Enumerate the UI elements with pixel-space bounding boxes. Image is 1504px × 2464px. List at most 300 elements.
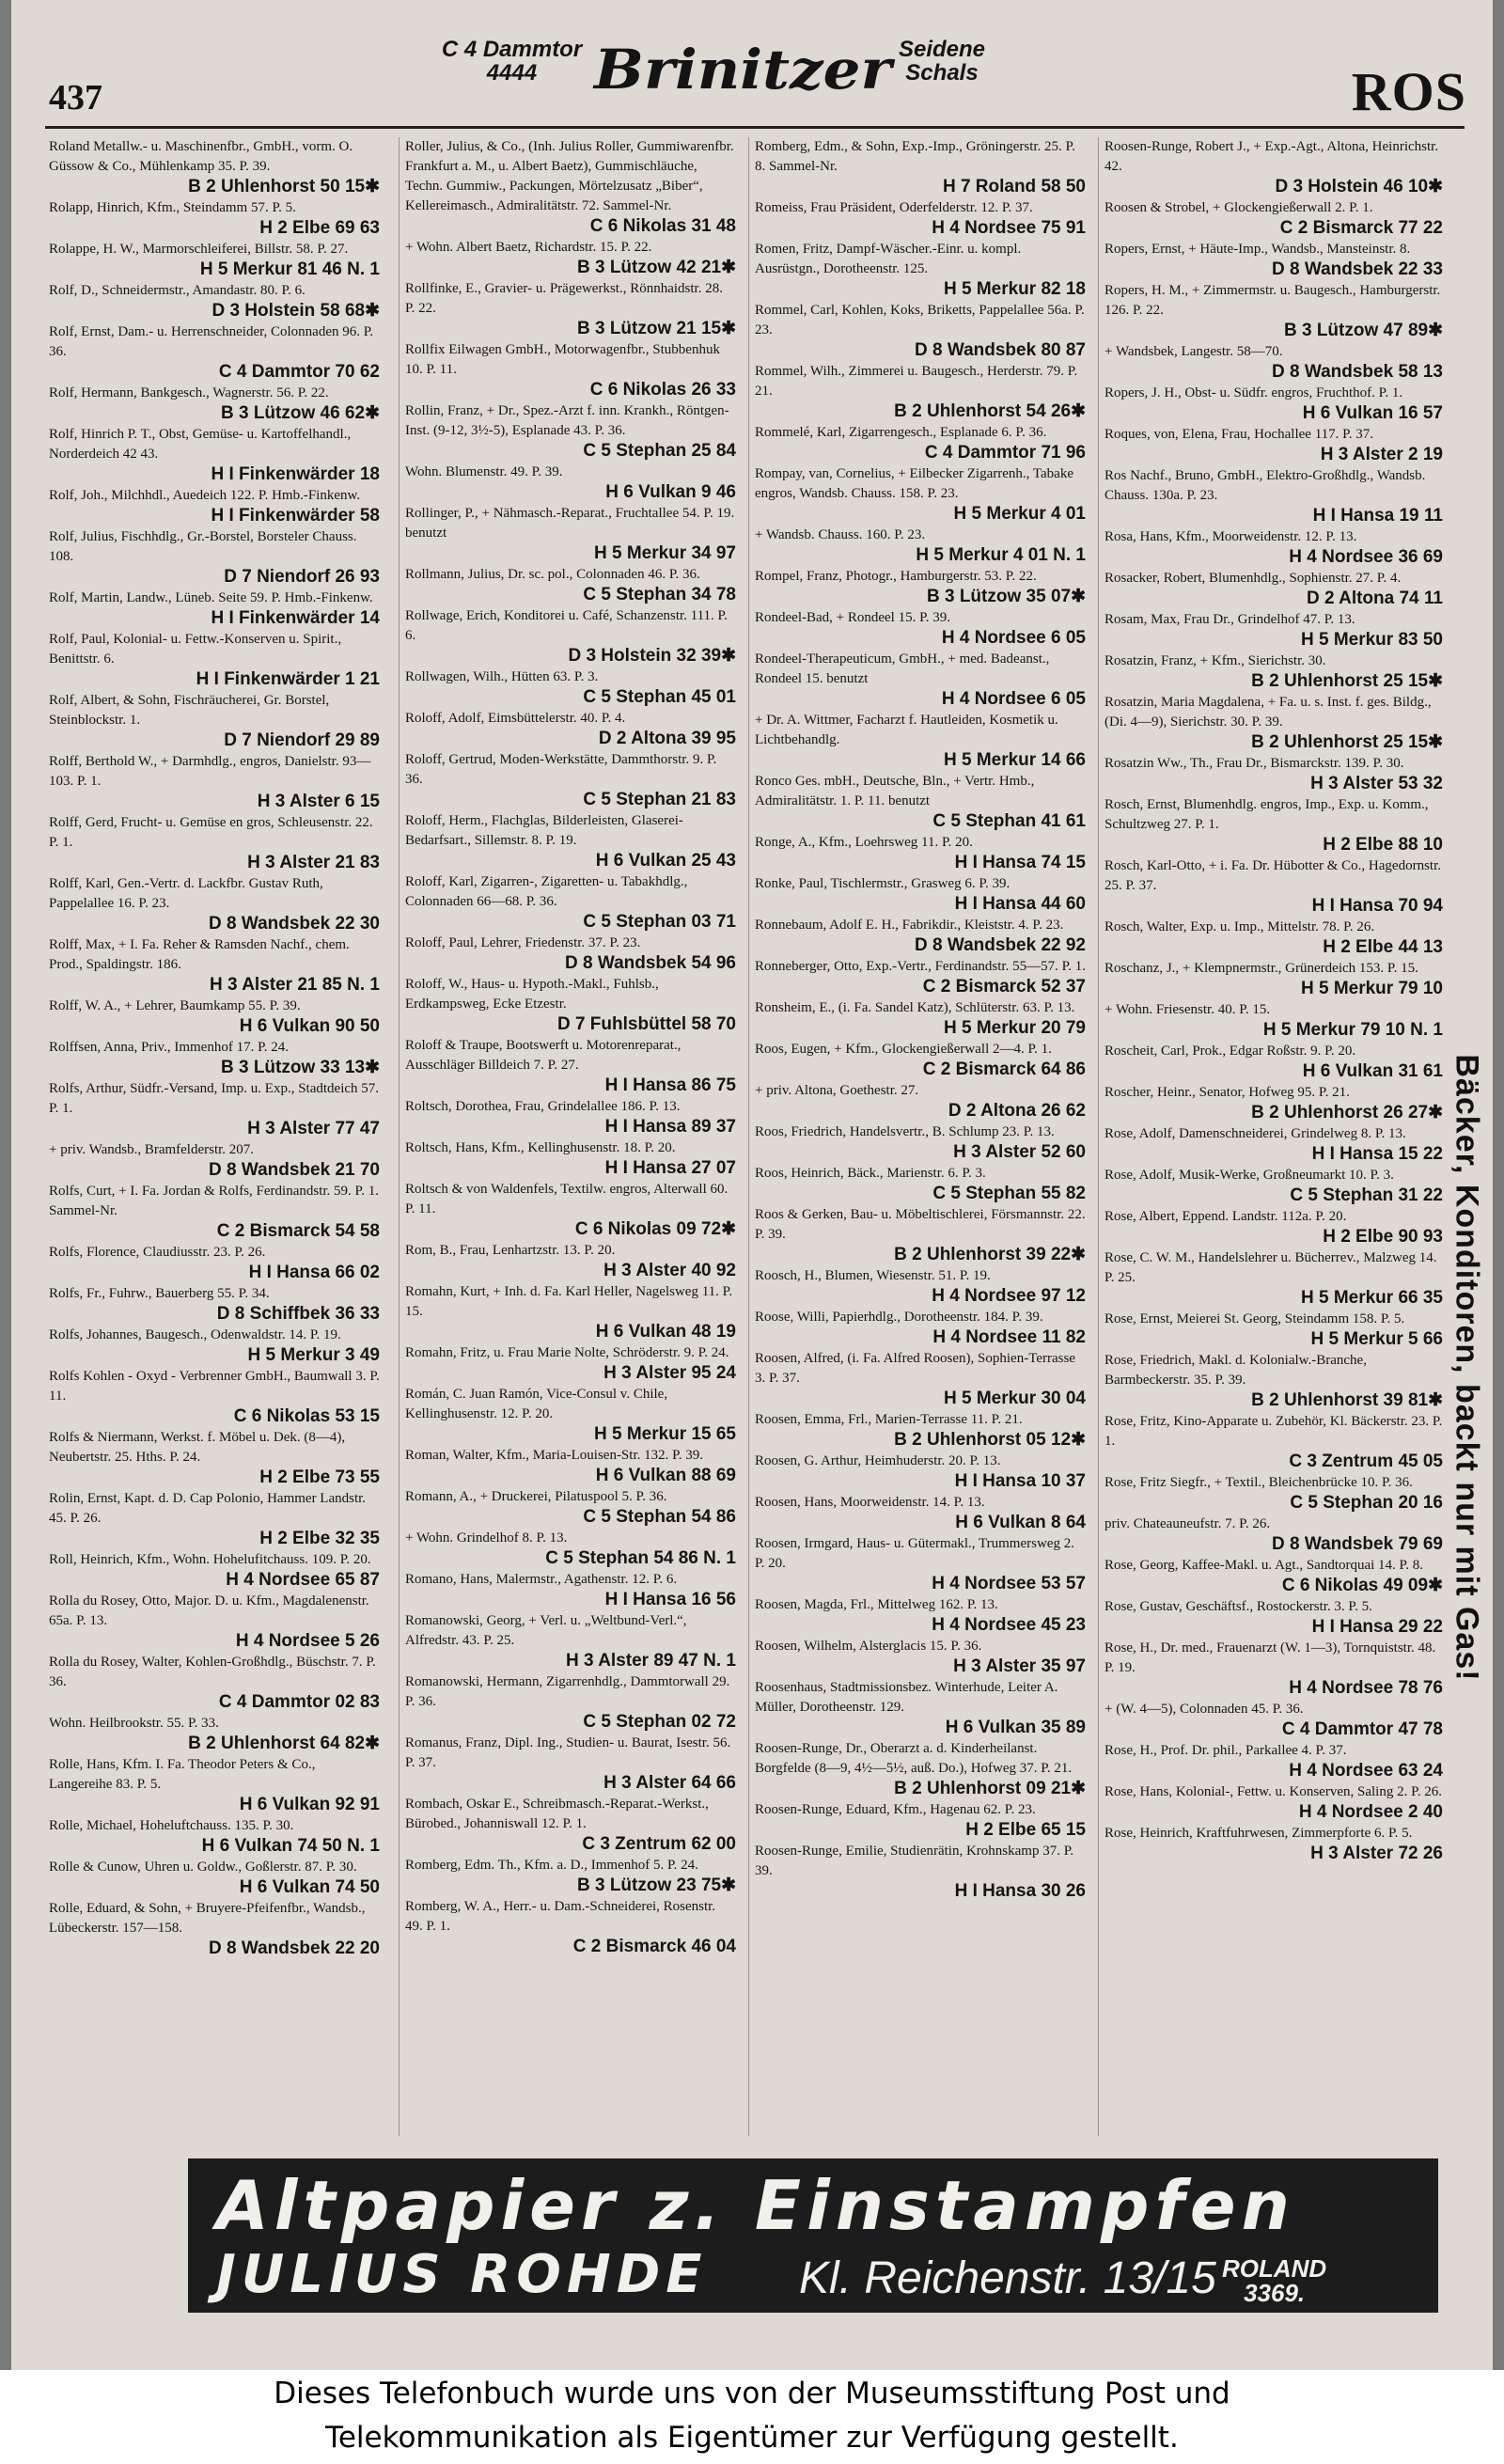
entry-text: Roltsch, Dorothea, Frau, Grindelallee 186. P. 13. [405,1099,681,1114]
directory-entry [405,606,736,667]
directory-entry [1104,1124,1443,1165]
entry-text: Roschanz, J., + Klempnermstr., Grünerdeich 153. P. 15. [1104,961,1418,976]
entry-text: Roosen-Runge, Robert J., + Exp.-Agt., Altona, Heinrichstr. 42. [1104,139,1439,174]
directory-entry [755,1842,1086,1902]
directory-entry [1104,1741,1443,1781]
entry-phone: C 5 Stephan 54 86 [583,1507,736,1527]
entry-phone: H 4 Nordsee 5 26 [235,1631,380,1651]
entry-phone: C 3 Zentrum 62 00 [582,1834,736,1854]
directory-entry [755,1678,1086,1738]
directory-entry [755,1595,1086,1636]
directory-entry [49,1899,380,1959]
directory-entry [405,565,736,605]
entry-phone: C 5 Stephan 55 82 [932,1184,1086,1203]
entry-text: Rosatzin, Maria Magdalena, + Fa. u. s. Inst. f. ges. Bildg., (Di. 4—9), Sierichstr. 30. P. 39. [1104,695,1432,730]
entry-phone: H I Hansa 66 02 [248,1263,380,1282]
entry-text: Roll, Heinrich, Kfm., Wohn. Hohelufitchauss. 109. P. 20. [49,1552,371,1567]
entry-phone: H 5 Merkur 15 65 [593,1424,736,1444]
entry-text: Rose, Friedrich, Makl. d. Kolonialw.-Branche, Barmbeckerstr. 35. P. 39. [1104,1353,1367,1388]
entry-phone: D 8 Wandsbek 21 70 [209,1160,380,1180]
entry-phone: D 8 Wandsbek 22 20 [209,1938,380,1958]
entry-phone: H 4 Nordsee 6 05 [941,689,1086,709]
entry-text: Romanowski, Hermann, Zigarrenhdlg., Dammtorwall 29. P. 36. [405,1674,730,1709]
entry-text: + Wohn. Friesenstr. 40. P. 15. [1104,1002,1271,1017]
directory-entry [755,464,1086,525]
entry-phone: C 5 Stephan 02 72 [583,1712,736,1732]
entry-text: Ronge, A., Kfm., Loehrsweg 11. P. 20. [755,835,973,850]
directory-entry [49,1714,380,1754]
directory-entry [755,1637,1086,1677]
entry-text: + (W. 4—5), Colonnaden 45. P. 36. [1104,1702,1304,1717]
directory-entry [1104,342,1443,383]
directory-entry [405,1529,736,1569]
entry-phone: H 3 Alster 40 92 [603,1261,736,1280]
directory-entry [405,137,736,237]
entry-text: Romeiss, Frau Präsident, Oderfelderstr. 12. P. 37. [755,200,1033,215]
entry-phone: B 3 Lützow 23 75✱ [576,1875,736,1895]
directory-entry [755,1452,1086,1492]
entry-text: Romanowski, Georg, + Verl. u. „Weltbund-Verl.“, Alfredstr. 43. P. 25. [405,1613,687,1648]
entry-phone: C 4 Dammtor 70 62 [218,362,380,382]
entry-phone: D 8 Wandsbek 58 13 [1272,362,1443,382]
entry-text: + Wohn. Grindelhof 8. P. 13. [405,1530,568,1546]
entry-phone: H I Hansa 74 15 [954,853,1086,872]
entry-text: Roloff, Karl, Zigarren-, Zigaretten- u. Tabakhdlg., Colonnaden 66—68. P. 36. [405,874,688,909]
entry-phone: D 7 Niendorf 29 89 [224,730,380,750]
entry-phone: H 5 Merkur 5 66 [1310,1329,1443,1349]
entry-text: Rosatzin Ww., Th., Frau Dr., Bismarckstr. 139. P. 30. [1104,756,1404,771]
directory-entry [405,1036,736,1096]
directory-entry [755,1410,1086,1451]
directory-entry [1104,610,1443,651]
directory-entry [1104,1597,1443,1638]
entry-phone: C 5 Stephan 31 22 [1290,1185,1443,1205]
entry-text: Rose, Georg, Kaffee-Makl. u. Agt., Sandtorquai 14. P. 8. [1104,1558,1423,1573]
entry-phone: D 3 Holstein 32 39✱ [568,646,736,666]
directory-entry [405,1241,736,1281]
directory-entry [755,240,1086,300]
directory-entry [755,1308,1086,1348]
entry-text: Roscher, Heinr., Senator, Hofweg 95. P. 21. [1104,1085,1350,1100]
entry-text: Rosam, Max, Frau Dr., Grindelhof 47. P. 13. [1104,612,1355,627]
entry-phone: C 6 Nikolas 09 72✱ [574,1219,736,1239]
entry-phone: H I Hansa 19 11 [1312,506,1443,526]
entry-text: Rollfix Eilwagen GmbH., Motorwagenfbr., Stubbenhuk 10. P. 11. [405,342,720,377]
entry-phone: H 2 Elbe 73 55 [259,1467,380,1487]
directory-entry [49,1243,380,1283]
entry-phone: H 5 Merkur 81 46 N. 1 [199,259,380,279]
entry-phone: H I Hansa 89 37 [604,1117,736,1137]
entry-text: Rolle, Michael, Hoheluftchauss. 135. P. 30. [49,1818,294,1833]
directory-entry [405,1343,736,1384]
directory-entry [49,1038,380,1078]
directory-entry [49,1489,380,1549]
directory-entry [755,874,1086,915]
entry-text: Rommelé, Karl, Zigarrengesch., Esplanade 6. P. 36. [755,425,1047,440]
entry-text: Ronco Ges. mbH., Deutsche, Bln., + Vertr. Hmb., Admiralitätstr. 1. P. 11. benutzt [755,774,1035,808]
entry-text: Rosa, Hans, Kfm., Moorweidenstr. 12. P. 13. [1104,529,1357,544]
directory-entry [1104,1207,1443,1248]
entry-text: Rolf, Albert, & Sohn, Fischräucherei, Gr. Borstel, Steinblockstr. 1. [49,693,330,728]
directory-entry [405,279,736,339]
directory-entry [1104,1824,1443,1864]
entry-phone: H I Hansa 27 07 [604,1158,736,1178]
directory-entry [755,1739,1086,1799]
entry-text: Rolf, Martin, Landw., Lüneb. Seite 59. P. Hmb.-Finkenw. [49,590,373,605]
entry-text: Ropers, Ernst, + Häute-Imp., Wandsb., Mansteinstr. 8. [1104,242,1411,257]
entry-text: Roscheit, Carl, Prok., Edgar Roßstr. 9. P. 20. [1104,1044,1356,1059]
directory-entry [1104,466,1443,526]
footer-line-2: Telekommunikation als Eigentümer zur Verfügung gestellt. [325,2421,1179,2455]
column-2 [399,137,736,2136]
directory-entry [49,1367,380,1427]
entry-phone: H 3 Alster 53 32 [1310,774,1443,793]
footer-line-1: Dieses Telefonbuch wurde uns von der Museumsstiftung Post und [274,2377,1230,2410]
entry-phone: H 7 Roland 58 50 [942,177,1086,196]
directory-entry [755,711,1086,771]
directory-entry [755,1800,1086,1841]
entry-text: Rolla du Rosey, Otto, Major. D. u. Kfm., Magdalenenstr. 65a. P. 13. [49,1593,369,1628]
entry-text: Romberg, W. A., Herr.- u. Dam.-Schneiderei, Rosenstr. 49. P. 1. [405,1899,716,1934]
column-3 [748,137,1086,2136]
entry-phone: H 6 Vulkan 16 57 [1302,403,1443,423]
entry-phone: H 4 Nordsee 65 87 [226,1570,380,1590]
entry-phone: H 4 Nordsee 97 12 [932,1286,1086,1306]
entry-text: Roosen-Runge, Eduard, Kfm., Hagenau 62. P. 23. [755,1802,1036,1817]
directory-entry [49,1592,380,1652]
entry-phone: H I Hansa 44 60 [954,894,1086,914]
directory-entry [755,1205,1086,1265]
directory-entry [49,137,380,197]
entry-text: Wohn. Heilbrookstr. 55. P. 33. [49,1716,219,1731]
entry-text: Rosch, Karl-Otto, + i. Fa. Dr. Hübotter & Co., Hagedornstr. 25. P. 37. [1104,858,1442,893]
entry-phone: C 4 Dammtor 71 96 [924,443,1086,463]
entry-phone: D 2 Altona 74 11 [1306,589,1443,608]
entry-text: Rolf, D., Schneidermstr., Amandastr. 80. P. 6. [49,283,306,298]
entry-text: Rose, Adolf, Musik-Werke, Großneumarkt 10. P. 3. [1104,1168,1394,1183]
directory-entry [405,463,736,503]
directory-entry [49,813,380,873]
entry-text: + Wandsb. Chauss. 160. P. 23. [755,527,926,542]
entry-text: Roloff, W., Haus- u. Hypoth.-Makl., Fuhlsb., Erdkampsweg, Ecke Etzestr. [405,977,659,1012]
entry-text: Rommel, Wilh., Zimmerei u. Baugesch., Herderstr. 79. P. 21. [755,364,1078,399]
directory-entry [49,1079,380,1139]
directory-entry [1104,693,1443,753]
entry-text: Rose, Heinrich, Kraftfuhrwesen, Zimmerpforte 6. P. 5. [1104,1826,1413,1841]
column-1 [49,137,380,2136]
directory-entry [755,362,1086,422]
entry-phone: C 5 Stephan 03 71 [583,912,736,932]
banner-address: Kl. Reichenstr. 13/15 [799,2253,1216,2303]
entry-phone: H 5 Merkur 83 50 [1300,630,1443,650]
entry-phone: H 6 Vulkan 9 46 [605,482,736,502]
entry-text: Rommel, Carl, Kohlen, Koks, Briketts, Pappelallee 56a. P. 23. [755,303,1085,337]
entry-phone: H 3 Alster 72 26 [1310,1844,1443,1863]
entry-text: Rose, Ernst, Meierei St. Georg, Steindamm 158. P. 5. [1104,1311,1405,1326]
directory-entry [405,1097,736,1138]
entry-phone: H 3 Alster 95 24 [603,1363,736,1383]
entry-phone: H 4 Nordsee 6 05 [941,628,1086,648]
entry-phone: C 6 Nikolas 31 48 [589,216,736,236]
entry-text: Rolf, Joh., Milchhdl., Auedeich 122. P. Hmb.-Finkenw. [49,488,361,503]
entry-phone: H 3 Alster 64 66 [603,1773,736,1793]
directory-entry [755,423,1086,463]
entry-text: Roos & Gerken, Bau- u. Möbeltischlerei, Försmannstr. 22. P. 39. [755,1207,1086,1242]
entry-text: Romberg, Edm., & Sohn, Exp.-Imp., Gröningerstr. 25. P. 8. Sammel-Nr. [755,139,1075,174]
entry-phone: H 5 Merkur 66 35 [1300,1288,1443,1308]
directory-entry [405,401,736,462]
entry-text: Roosen, Irmgard, Haus- u. Gütermakl., Trummersweg 2. P. 20. [755,1536,1074,1571]
entry-phone: H I Hansa 29 22 [1311,1617,1443,1637]
entry-text: Roltsch, Hans, Kfm., Kellinghusenstr. 18. P. 20. [405,1140,676,1155]
entry-text: Rolffsen, Anna, Priv., Immenhof 17. P. 24. [49,1040,289,1055]
entry-text: Rose, Gustav, Geschäftsf., Rostockerstr. 3. P. 5. [1104,1599,1372,1614]
directory-entry [1104,1700,1443,1740]
entry-text: Roosen-Runge, Dr., Oberarzt a. d. Kinderheilanst. Borgfelde (8—9, 4½—5½, auß. Do.), Hofweg 37. P. 21. [755,1741,1073,1776]
entry-text: Roosen, Hans, Moorweidenstr. 14. P. 13. [755,1495,985,1510]
entry-text: Roosch, H., Blumen, Wiesenstr. 51. P. 19. [755,1268,991,1283]
entry-text: Rosatzin, Franz, + Kfm., Sierichstr. 30. [1104,653,1326,668]
banner-company: JULIUS ROHDE [216,2244,708,2305]
directory-entry [405,1180,736,1240]
directory-entry [405,1385,736,1445]
entry-phone: B 2 Uhlenhorst 64 82✱ [188,1734,380,1753]
entry-phone: D 7 Fuhlsbüttel 58 70 [556,1014,736,1034]
directory-entry [49,527,380,588]
entry-phone: H I Hansa 86 75 [604,1075,736,1095]
directory-entry [405,1611,736,1671]
directory-entry [405,1734,736,1794]
entry-phone: H 2 Elbe 65 15 [965,1820,1086,1840]
entry-phone: H I Finkenwärder 1 21 [196,669,380,689]
section-header: ROS [1351,61,1466,122]
entry-text: Rose, H., Dr. med., Frauenarzt (W. 1—3), Tornquiststr. 48. P. 19. [1104,1640,1436,1675]
entry-phone: H 6 Vulkan 74 50 [239,1877,380,1897]
directory-entry [49,240,380,280]
directory-entry [1104,1310,1443,1350]
directory-entry [755,567,1086,607]
directory-entry [1104,1166,1443,1206]
entry-phone: C 3 Zentrum 45 05 [1289,1452,1443,1471]
entry-phone: C 2 Bismarck 46 04 [572,1937,736,1956]
entry-text: Romahn, Kurt, + Inh. d. Fa. Karl Heller, Nagelsweg 11. P. 15. [405,1284,733,1319]
entry-phone: B 2 Uhlenhorst 39 22✱ [894,1245,1086,1264]
entry-text: Rolfs, Curt, + I. Fa. Jordan & Rolfs, Ferdinandstr. 59. P. 1. Sammel-Nr. [49,1184,379,1218]
entry-text: Ropers, H. M., + Zimmermstr. u. Baugesch., Hamburgerstr. 126. P. 22. [1104,283,1441,318]
directory-entry [49,589,380,629]
entry-text: Ros Nachf., Bruno, GmbH., Elektro-Großhdlg., Wandsb. Chauss. 130a. P. 23. [1104,468,1426,503]
entry-phone: H 5 Merkur 82 18 [943,279,1086,299]
entry-text: Rolff, Karl, Gen.-Vertr. d. Lackfbr. Gustav Ruth, Pappelallee 16. P. 23. [49,876,323,911]
entry-text: Romahn, Fritz, u. Frau Marie Nolte, Schröderstr. 9. P. 24. [405,1345,729,1360]
entry-text: Ronsheim, E., (i. Fa. Sandel Katz), Schlüterstr. 63. P. 13. [755,1000,1075,1015]
directory-entry [49,1284,380,1325]
entry-phone: D 8 Schiffbek 36 33 [216,1304,380,1324]
directory-entry [1104,1248,1443,1309]
entry-phone: B 2 Uhlenhorst 26 27✱ [1251,1103,1443,1122]
entry-text: priv. Chateauneufstr. 7. P. 26. [1104,1516,1271,1531]
directory-entry [49,322,380,383]
entry-text: Rose, H., Prof. Dr. phil., Parkallee 4. P. 37. [1104,1743,1347,1758]
entry-text: Roloff, Gertrud, Moden-Werkstätte, Dammthorstr. 9. P. 36. [405,752,717,787]
entry-text: Rompay, van, Cornelius, + Eilbecker Zigarrenh., Tabake engros, Wandsb. Chauss. 158. P. 23. [755,466,1073,501]
entry-phone: H I Hansa 16 56 [604,1590,736,1609]
directory-entry [1104,1556,1443,1596]
entry-text: Rolfs, Arthur, Südfr.-Versand, Imp. u. Exp., Stadtdeich 57. P. 1. [49,1081,380,1116]
entry-phone: H I Hansa 15 22 [1311,1144,1443,1164]
entry-text: Rollwage, Erich, Konditorei u. Café, Schanzenstr. 111. P. 6. [405,608,728,643]
entry-phone: C 5 Stephan 45 01 [583,687,736,707]
entry-text: Rom, B., Frau, Lenhartzstr. 13. P. 20. [405,1243,616,1258]
directory-entry [1104,1083,1443,1123]
entry-text: + priv. Wandsb., Bramfelderstr. 207. [49,1142,255,1157]
entry-text: Roman, Walter, Kfm., Maria-Louisen-Str. 132. P. 39. [405,1448,704,1463]
directory-entry [755,916,1086,956]
directory-entry [1104,240,1443,280]
entry-phone: C 5 Stephan 20 16 [1290,1493,1443,1513]
entry-text: Roloff, Adolf, Eimsbüttelerstr. 40. P. 4. [405,711,626,726]
entry-phone: H 5 Merkur 14 66 [943,750,1086,770]
entry-text: Rolle, Hans, Kfm. I. Fa. Theodor Peters & Co., Langereihe 83. P. 5. [49,1757,316,1792]
entry-text: Rosacker, Robert, Blumenhdlg., Sophienstr. 27. P. 4. [1104,571,1402,586]
entry-text: Roos, Heinrich, Bäck., Marienstr. 6. P. 3. [755,1166,986,1181]
directory-entry [405,1138,736,1179]
entry-text: Rolf, Hermann, Bankgesch., Wagnerstr. 56. P. 22. [49,385,329,400]
directory-entry [405,1672,736,1733]
directory-entry [49,384,380,424]
entry-text: Roltsch & von Waldenfels, Textilw. engros, Alterwall 60. P. 11. [405,1182,728,1216]
entry-phone: H 2 Elbe 69 63 [259,218,380,238]
directory-entry [755,198,1086,239]
directory-entry [49,997,380,1037]
entry-text: Rose, Fritz Siegfr., + Textil., Bleichenbrücke 10. P. 36. [1104,1475,1413,1490]
entry-phone: H 4 Nordsee 45 23 [932,1615,1086,1635]
entry-phone: D 8 Wandsbek 22 30 [209,914,380,934]
page-number: 437 [49,78,102,118]
directory-entry [1104,1473,1443,1514]
entry-phone: H 5 Merkur 79 10 [1300,979,1443,998]
directory-entry [405,975,736,1035]
directory-entry [755,1534,1086,1594]
entry-phone: H I Hansa 30 26 [954,1881,1086,1901]
entry-text: Roloff, Paul, Lehrer, Friedenstr. 37. P. 23. [405,935,641,950]
directory-entry [1104,1042,1443,1082]
directory-entry [405,750,736,810]
entry-phone: H 5 Merkur 30 04 [943,1389,1086,1408]
entry-phone: H 2 Elbe 90 93 [1323,1227,1443,1247]
entry-text: Roloff, Herm., Flachglas, Bilderleisten, Glaserei-Bedarfsart., Sillemstr. 8. P. 19. [405,813,683,848]
entry-text: Roosen, Emma, Frl., Marien-Terrasse 11. P. 21. [755,1412,1023,1427]
entry-text: Rosch, Walter, Exp. u. Imp., Mittelstr. 78. P. 26. [1104,919,1375,934]
entry-phone: B 2 Uhlenhorst 05 12✱ [894,1430,1086,1450]
directory-entry [49,752,380,812]
entry-text: Rolff, W. A., + Lehrer, Baumkamp 55. P. 39. [49,998,301,1013]
directory-entry [49,630,380,690]
directory-entry [49,874,380,934]
entry-phone: H 4 Nordsee 63 24 [1289,1761,1443,1781]
entry-text: Rolfs, Florence, Claudiusstr. 23. P. 26. [49,1245,266,1260]
entry-phone: H 5 Merkur 3 49 [247,1345,380,1365]
directory-entry [49,691,380,751]
entry-text: Rollfinke, E., Gravier- u. Prägewerkst., Rönnhaidstr. 28. P. 22. [405,281,723,316]
entry-phone: H 6 Vulkan 35 89 [945,1718,1086,1737]
entry-text: Rosch, Ernst, Blumenhdlg. engros, Imp., Exp. u. Komm., Schultzweg 27. P. 1. [1104,797,1429,832]
entry-phone: B 2 Uhlenhorst 50 15✱ [188,177,380,196]
directory-entry [49,425,380,485]
entry-phone: B 3 Lützow 42 21✱ [576,258,736,277]
entry-text: Ropers, J. H., Obst- u. Südfr. engros, Fruchthof. P. 1. [1104,385,1403,400]
directory-entry [405,1856,736,1896]
directory-entry [1104,569,1443,609]
entry-text: Rolfs, Fr., Fuhrw., Bauerberg 55. P. 34. [49,1286,270,1301]
entry-phone: H 4 Nordsee 75 91 [932,218,1086,238]
entry-text: Rollmann, Julius, Dr. sc. pol., Colonnaden 46. P. 36. [405,567,700,582]
directory-entry [1104,198,1443,239]
header-ad-left: C 4 Dammtor 4444 [441,37,583,86]
entry-phone: B 2 Uhlenhorst 09 21✱ [894,1779,1086,1798]
entry-text: Roosen & Strobel, + Glockengießerwall 2. P. 1. [1104,200,1373,215]
entry-text: Rose, Albert, Eppend. Landstr. 112a. P. 20. [1104,1209,1347,1224]
directory-entry [1104,1351,1443,1411]
entry-text: Roques, von, Elena, Frau, Hochallee 117. P. 37. [1104,427,1374,442]
entry-phone: D 8 Wandsbek 54 96 [565,953,736,973]
entry-text: Rolf, Julius, Fischhdlg., Gr.-Borstel, Borsteler Chauss. 108. [49,529,357,564]
entry-text: Roller, Julius, & Co., (Inh. Julius Roller, Gummiwarenfbr. Frankfurt a. M., u. Albert Baetz), Gummischläuche, Techn. Gummiw., Packungen, Mörtelzusatz „Biber“, Kellereimasch., Admiralitätstr. 72. Sammel-Nr. [405,139,734,213]
entry-phone: H 3 Alster 21 85 N. 1 [210,975,380,995]
entry-text: Rolfs, Johannes, Baugesch., Odenwaldstr. 14. P. 19. [49,1327,341,1342]
entry-text: Rompel, Franz, Photogr., Hamburgerstr. 53. P. 22. [755,569,1037,584]
entry-phone: H 6 Vulkan 88 69 [595,1466,736,1485]
entry-phone: C 6 Nikolas 49 09✱ [1281,1576,1443,1595]
entry-text: Roos, Eugen, + Kfm., Glockengießerwall 2—4. P. 1. [755,1042,1052,1057]
directory-entry [755,608,1086,649]
entry-phone: C 5 Stephan 21 83 [583,790,736,809]
entry-phone: B 2 Uhlenhorst 39 81✱ [1251,1390,1443,1410]
directory-entry [1104,754,1443,794]
directory-entry [405,1282,736,1342]
entry-text: Rose, Adolf, Damenschneiderei, Grindelweg 8. P. 13. [1104,1126,1406,1141]
entry-text: Romanus, Franz, Dipl. Ing., Studien- u. Baurat, Isestr. 56. P. 37. [405,1735,731,1770]
directory-entry [1104,1514,1443,1555]
entry-text: Ronnebaum, Adolf E. H., Fabrikdir., Kleiststr. 4. P. 23. [755,918,1064,933]
entry-text: Rose, C. W. M., Handelslehrer u. Bücherrev., Malzweg 14. P. 25. [1104,1250,1437,1285]
entry-phone: B 3 Lützow 21 15✱ [576,319,736,338]
entry-phone: H 5 Merkur 20 79 [943,1018,1086,1038]
entry-phone: H 4 Nordsee 2 40 [1298,1802,1443,1822]
entry-phone: H 5 Merkur 4 01 N. 1 [916,545,1086,565]
entry-phone: H 3 Alster 77 47 [247,1119,380,1138]
entry-phone: H 3 Alster 52 60 [953,1142,1086,1162]
directory-entry [755,1081,1086,1122]
entry-phone: C 5 Stephan 25 84 [583,441,736,461]
entry-phone: B 3 Lützow 35 07✱ [926,587,1086,606]
directory-entry [1104,1000,1443,1041]
entry-text: Ronneberger, Otto, Exp.-Vertr., Ferdinandstr. 55—57. P. 1. [755,959,1086,974]
directory-entry [755,772,1086,832]
entry-phone: H 6 Vulkan 8 64 [955,1513,1086,1532]
directory-entry [1104,795,1443,855]
entry-phone: H 6 Vulkan 48 19 [595,1322,736,1342]
entry-phone: H I Finkenwärder 14 [211,608,380,628]
banner-advertisement [188,2158,1438,2313]
entry-phone: D 3 Holstein 46 10✱ [1275,177,1443,196]
directory-entry [755,137,1086,197]
entry-phone: H 3 Alster 89 47 N. 1 [566,1651,736,1671]
entry-phone: D 2 Altona 26 62 [948,1101,1086,1121]
entry-text: Rollinger, P., + Nähmasch.-Reparat., Fruchtallee 54. P. 19. benutzt [405,506,735,541]
entry-text: Rombach, Oskar E., Schreibmasch.-Reparat.-Werkst., Bürobed., Johanniswall 12. P. 1. [405,1797,709,1831]
entry-text: Rolff, Max, + I. Fa. Reher & Ramsden Nachf., chem. Prod., Spaldingstr. 186. [49,937,350,972]
